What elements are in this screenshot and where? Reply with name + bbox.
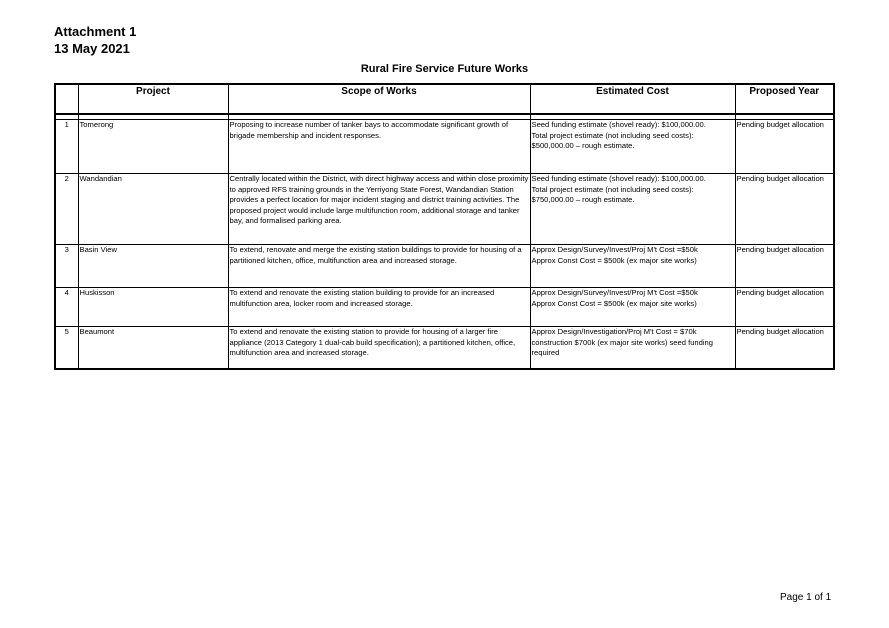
scope-of-works: To extend, renovate and merge the existing station buildings to provide for housing of a partitioned kitchen, office, multifunction area and increased storage. xyxy=(228,245,530,288)
page-number: Page 1 of 1 xyxy=(780,592,832,603)
header-project: Project xyxy=(78,84,228,114)
proposed-year: Pending budget allocation xyxy=(735,327,834,369)
project-name: Tomerong xyxy=(78,120,228,174)
row-number: 3 xyxy=(55,245,78,288)
estimated-cost xyxy=(530,327,735,369)
header-year: Proposed Year xyxy=(735,84,834,114)
cost-line: Total project estimate (not including seed costs): $500,000.00 – rough estimate. xyxy=(531,130,694,151)
table-row xyxy=(55,174,834,245)
cost-line: Approx Design/Investigation/Proj M't Cost = $70k construction $700k (ex major site works) seed funding required xyxy=(531,327,713,358)
proposed-year: Pending budget allocation xyxy=(735,245,834,288)
header-number xyxy=(55,84,78,114)
estimated-cost xyxy=(530,288,735,327)
proposed-year: Pending budget allocation xyxy=(735,288,834,327)
cost-line: Total project estimate (not including seed costs): $750,000.00 – rough estimate. xyxy=(531,184,694,205)
row-number: 2 xyxy=(55,174,78,245)
estimated-cost xyxy=(530,120,735,174)
attachment-date: 13 May 2021 xyxy=(54,41,130,56)
cost-line: Seed funding estimate (shovel ready): $100,000.00. xyxy=(531,120,706,129)
document-title: Rural Fire Service Future Works xyxy=(360,63,529,75)
future-works-table xyxy=(54,83,835,370)
scope-of-works: Centrally located within the District, with direct highway access and within close proximity to approved RFS training grounds in the Yerriyong State Forest, Wandandian Station provides a perfect location for major incident staging and district training activities. The proposed project would include large multifunction room, additional storage and tanker bay, and formalised parking area. xyxy=(228,174,530,245)
cost-line: Approx Const Cost = $500k (ex major site works) xyxy=(531,255,697,265)
attachment-label: Attachment 1 xyxy=(54,24,137,39)
cost-line: Seed funding estimate (shovel ready): $100,000.00. xyxy=(531,174,706,183)
estimated-cost xyxy=(530,245,735,288)
proposed-year: Pending budget allocation xyxy=(735,174,834,245)
project-name: Huskisson xyxy=(78,288,228,327)
header-scope: Scope of Works xyxy=(228,84,530,114)
row-number: 1 xyxy=(55,120,78,174)
cost-line: Approx Design/Survey/Invest/Proj M't Cost =$50k xyxy=(531,288,698,297)
project-name: Beaumont xyxy=(78,327,228,369)
table-row xyxy=(55,245,834,288)
header-cost: Estimated Cost xyxy=(530,84,735,114)
project-name: Basin View xyxy=(78,245,228,288)
scope-of-works: To extend and renovate the existing station building to provide for an increased multifunction area, locker room and increased storage. xyxy=(228,288,530,327)
attachment-header xyxy=(54,23,136,57)
row-number: 4 xyxy=(55,288,78,327)
scope-of-works: To extend and renovate the existing station to provide for housing of a larger fire appliance (2013 Category 1 dual-cab build specification); a partitioned kitchen, office, multifunction area and increased storage. xyxy=(228,327,530,369)
cost-line: Approx Const Cost = $500k (ex major site works) xyxy=(531,298,697,308)
project-name: Wandandian xyxy=(78,174,228,245)
row-number: 5 xyxy=(55,327,78,369)
table-row xyxy=(55,288,834,327)
table-row xyxy=(55,327,834,369)
table-row xyxy=(55,120,834,174)
scope-of-works: Proposing to increase number of tanker bays to accommodate significant growth of brigade membership and incident responses. xyxy=(228,120,530,174)
table-header-row xyxy=(55,84,834,114)
estimated-cost xyxy=(530,174,735,245)
cost-line: Approx Design/Survey/Invest/Proj M't Cost =$50k xyxy=(531,245,698,254)
proposed-year: Pending budget allocation xyxy=(735,120,834,174)
